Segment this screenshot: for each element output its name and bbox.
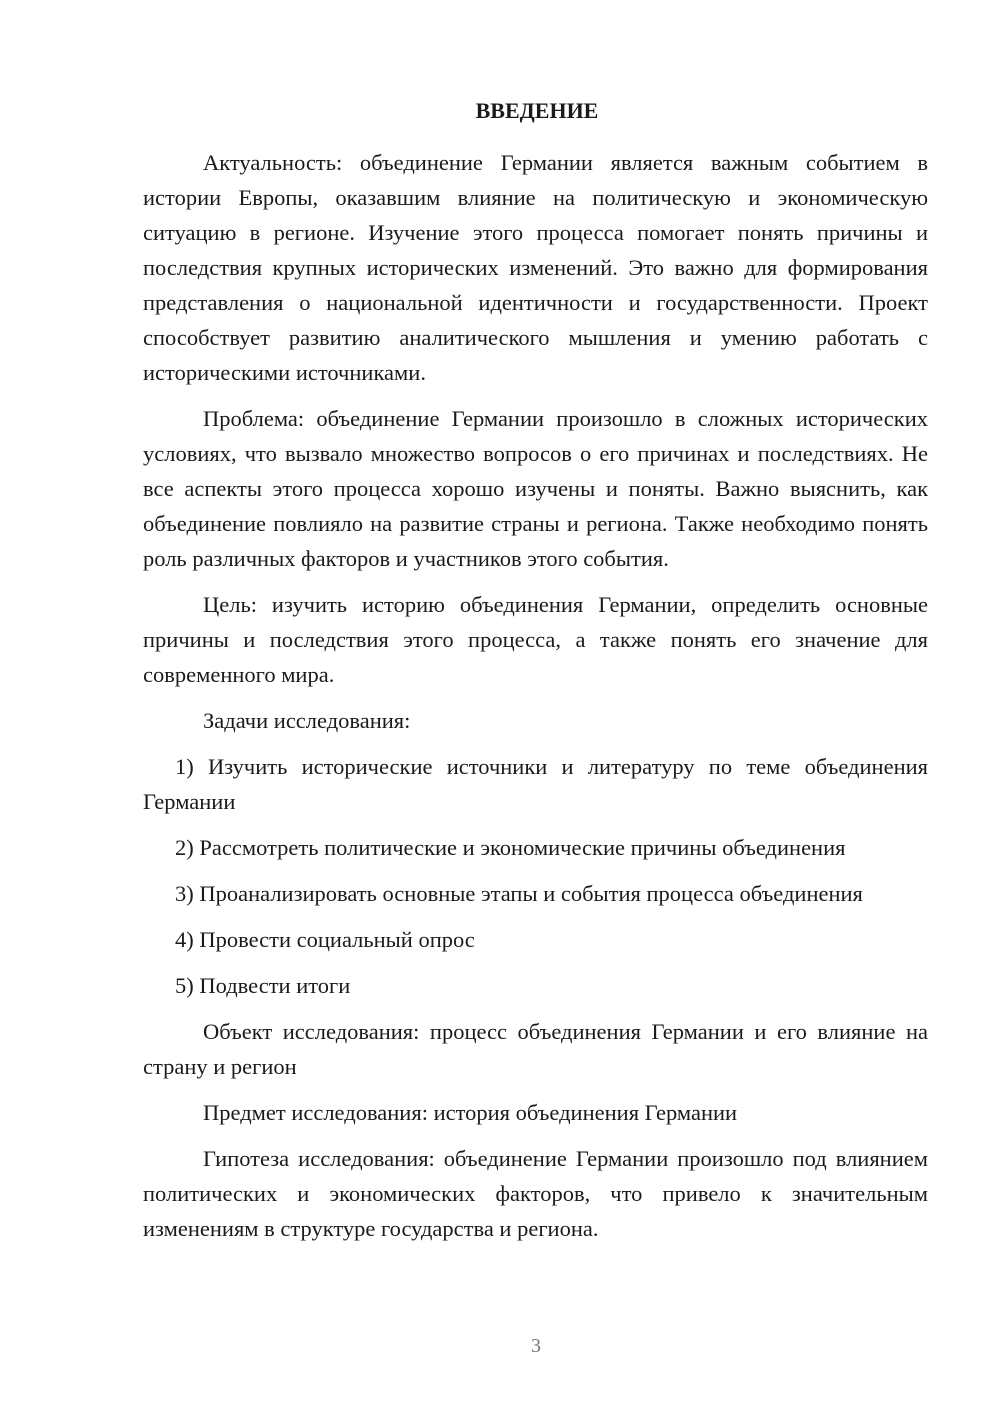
problem-paragraph: Проблема: объединение Германии произошло в сложных исторических условиях, что вызвало множество вопросов о его причинах и последствиях. Не все аспекты этого процесса хорошо изучены и поняты. Важно выяснить, как объединение повлияло на развитие страны и региона. Также необходимо понять роль различных факторов и участников этого события. <box>143 406 928 571</box>
object-paragraph: Объект исследования: процесс объединения Германии и его влияние на страну и регион <box>143 1019 928 1079</box>
relevance-paragraph: Актуальность: объединение Германии является важным событием в истории Европы, оказавшим влияние на политическую и экономическую ситуацию в регионе. Изучение этого процесса помогает понять причины и последствия крупных исторических изменений. Это важно для формирования представления о национальной идентичности и государственности. Проект способствует развитию аналитического мышления и умению работать с историческими источниками. <box>143 150 928 385</box>
task-item-3: 3) Проанализировать основные этапы и события процесса объединения <box>175 881 863 906</box>
subject-paragraph: Предмет исследования: история объединения Германии <box>203 1100 738 1125</box>
goal-paragraph: Цель: изучить историю объединения Германии, определить основные причины и последствия этого процесса, а также понять его значение для современного мира. <box>143 592 928 687</box>
task-item-5: 5) Подвести итоги <box>175 973 351 998</box>
task-item-1: 1) Изучить исторические источники и литературу по теме объединения Германии <box>143 754 928 814</box>
task-item-4: 4) Провести социальный опрос <box>175 927 475 952</box>
hypothesis-paragraph: Гипотеза исследования: объединение Германии произошло под влиянием политических и экономических факторов, что привело к значительным изменениям в структуре государства и региона. <box>143 1146 928 1241</box>
document-body <box>143 145 928 1257</box>
tasks-heading: Задачи исследования: <box>203 708 411 733</box>
section-title: ВВЕДЕНИЕ <box>475 98 599 123</box>
page-number: 3 <box>531 1335 541 1357</box>
task-item-2: 2) Рассмотреть политические и экономические причины объединения <box>175 835 846 860</box>
